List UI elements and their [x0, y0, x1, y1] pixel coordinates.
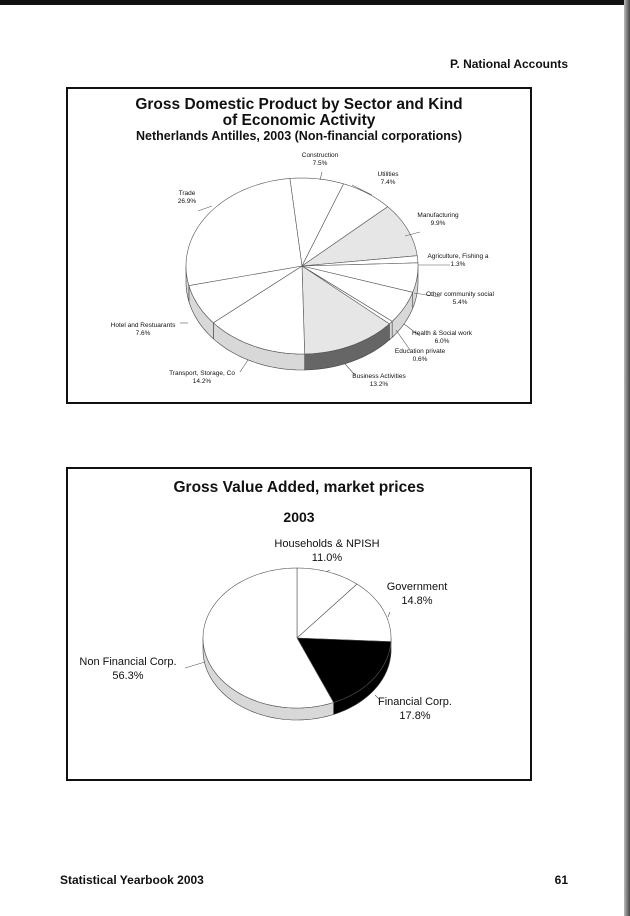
slice-label: Hotel and Restuarants 7.6% [110, 322, 176, 338]
slice-label: Utilities 7.4% [377, 171, 399, 187]
slice-label: Health & Social work 6.0% [412, 330, 472, 346]
slice-label: Non Financial Corp. 56.3% [79, 656, 177, 682]
chart-gdp-by-sector [66, 87, 532, 404]
slice-label: Agriculture, Fishing a 1.3% [427, 253, 489, 269]
chart-subtitle: 2003 [283, 509, 315, 525]
chart-title: Gross Value Added, market prices [173, 479, 425, 496]
chart-title: Gross Domestic Product by Sector and Kind of Economic Activity [135, 96, 463, 129]
section-header: P. National Accounts [449, 57, 568, 71]
slice-label: Financial Corp. 17.8% [378, 696, 452, 722]
page-number: 61 [554, 873, 568, 887]
chart-gross-value-added [66, 467, 532, 781]
slice-label: Government 14.8% [386, 581, 448, 607]
slice-label: Education private 0.6% [394, 348, 446, 364]
slice-label: Transport, Storage, Co 14.2% [169, 370, 235, 386]
slice-label: Households & NPISH 11.0% [274, 538, 380, 564]
slice-label: Construction 7.5% [301, 152, 339, 168]
slice-label: Trade 26.9% [177, 190, 197, 206]
slice-label: Manufacturing 9.9% [417, 212, 459, 228]
slice-label: Business Activities 13.2% [352, 373, 406, 389]
slice-label: Other community social 5.4% [426, 291, 494, 307]
chart-subtitle: Netherlands Antilles, 2003 (Non-financial corporations) [136, 129, 462, 143]
publication-title: Statistical Yearbook 2003 [60, 873, 204, 887]
